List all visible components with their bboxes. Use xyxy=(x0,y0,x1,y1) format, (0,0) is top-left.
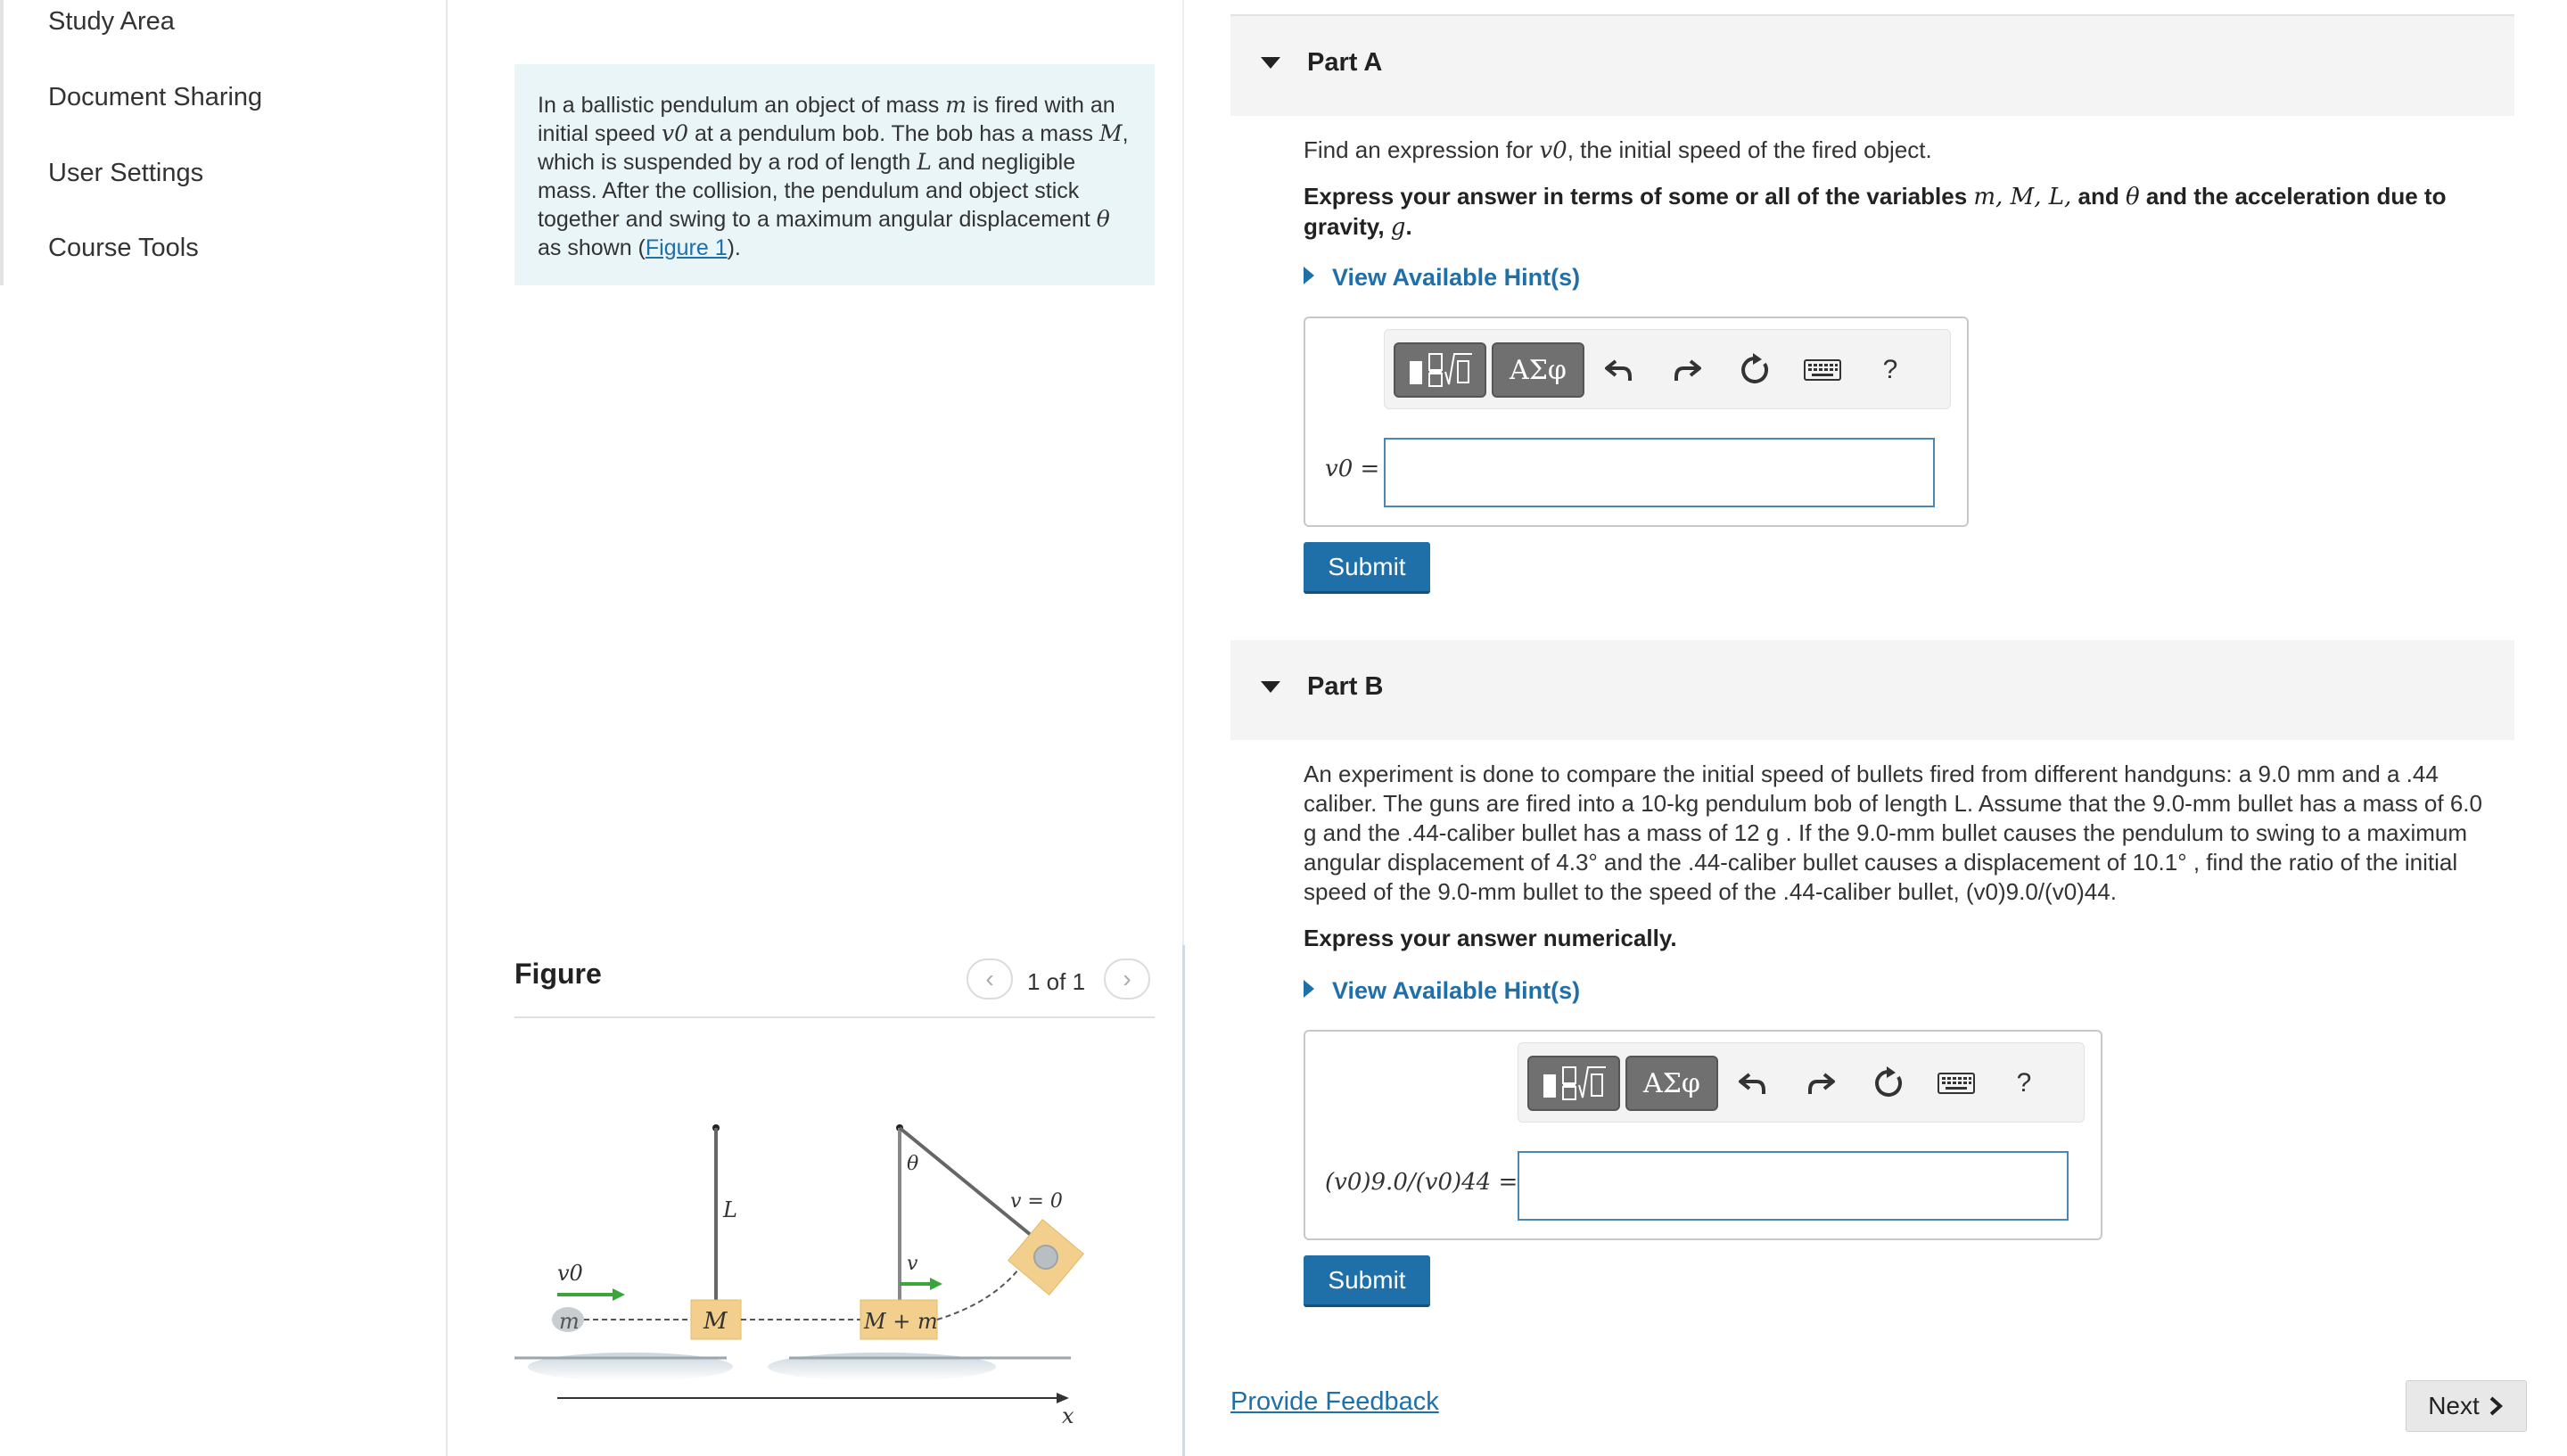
part-a-hint-link[interactable] xyxy=(1304,264,1580,292)
part-b-answer-input[interactable] xyxy=(1518,1151,2069,1221)
reset-icon[interactable] xyxy=(1734,350,1775,391)
part-a-answer-box xyxy=(1304,317,1969,527)
templates-button[interactable] xyxy=(1527,1056,1620,1111)
part-a-question xyxy=(1304,136,2498,166)
var-v0: v0 xyxy=(661,120,689,146)
chevron-left-icon: ‹ xyxy=(985,965,994,992)
figure-prev-button[interactable] xyxy=(967,958,1013,999)
problem-text: at a pendulum bob. The bob has a mass xyxy=(688,121,1099,146)
label-v0: v0 xyxy=(557,1261,583,1286)
instruction-text: and the acceleration due to gravity, xyxy=(1304,183,2447,240)
math-toolbar xyxy=(1518,1042,2085,1123)
var-L: L xyxy=(917,149,932,175)
question-text: , the initial speed of the fired object. xyxy=(1567,136,1932,163)
templates-icon xyxy=(1404,350,1476,390)
instruction-text: and xyxy=(2071,183,2126,210)
x-axis-arrow xyxy=(1057,1393,1069,1403)
undo-icon[interactable] xyxy=(1732,1063,1773,1104)
problem-text: and negligible mass. After the collision, the pendulum and object stick together and swing to a maximum angular displacement xyxy=(538,150,1097,232)
nav-item-course-tools[interactable]: Course Tools xyxy=(48,234,199,262)
problem-text: In a ballistic pendulum an object of mass xyxy=(538,93,946,118)
v-arrowhead xyxy=(930,1278,942,1290)
help-icon[interactable]: ? xyxy=(2016,1068,2032,1098)
hint-label: View Available Hint(s) xyxy=(1332,977,1581,1004)
help-icon[interactable]: ? xyxy=(1882,355,1898,384)
ballistic-pendulum-figure xyxy=(514,1070,1155,1444)
nav-item-study-area[interactable]: Study Area xyxy=(48,7,175,36)
math-toolbar xyxy=(1384,329,1951,409)
var-list: m, M, L, xyxy=(1973,184,2072,210)
instruction-text: . xyxy=(1405,213,1412,240)
hint-label: View Available Hint(s) xyxy=(1332,264,1581,291)
caret-right-icon xyxy=(1304,267,1314,284)
parts-column xyxy=(1230,0,2514,1456)
part-a-instructions xyxy=(1304,182,2498,243)
label-v: v xyxy=(907,1253,918,1275)
undo-icon[interactable] xyxy=(1599,350,1640,391)
instruction-text: Express your answer in terms of some or all of the variables xyxy=(1304,183,1974,210)
part-b-instructions: Express your answer numerically. xyxy=(1304,925,1677,951)
figure-title: Figure xyxy=(514,958,602,990)
var-M: M xyxy=(1098,120,1123,146)
problem-text: as shown ( xyxy=(538,235,646,260)
question-text: Find an expression for xyxy=(1304,136,1540,163)
figure-1-link[interactable]: Figure 1 xyxy=(645,235,728,260)
problem-column xyxy=(449,0,1182,1456)
var-m: m xyxy=(945,92,967,118)
var-theta: θ xyxy=(2125,184,2140,210)
part-b-answer-label: (v0)9.0/(v0)44 = xyxy=(1325,1169,1518,1196)
nav-marker xyxy=(0,0,4,285)
part-b-title: Part B xyxy=(1307,672,1384,701)
left-navigation xyxy=(0,0,448,1456)
label-Mm: M + m xyxy=(864,1309,938,1334)
var-g: g xyxy=(1390,214,1406,241)
var-v0: v0 xyxy=(1539,137,1567,164)
problem-text: , which is suspended by a rod of length xyxy=(538,121,1129,175)
label-theta: θ xyxy=(907,1153,919,1175)
label-x: x xyxy=(1062,1403,1074,1428)
greek-symbols-button[interactable]: ΑΣφ xyxy=(1625,1056,1718,1111)
var-theta: θ xyxy=(1096,206,1110,232)
collapse-triangle-icon xyxy=(1261,681,1280,693)
label-m: m xyxy=(559,1309,580,1334)
swing-path xyxy=(937,1262,1024,1320)
figure-divider xyxy=(514,1016,1155,1018)
part-b-question: An experiment is done to compare the initial speed of bullets fired from different handguns: a 9.0 mm and a .44 caliber. The guns are fired into a 10-kg pendulum bob of length L. Assume that the 9.0-mm bullet has a mass of 6.0 g and the .44-caliber bullet has a mass of 12 g . If the 9.0-mm bullet causes the pendulum to swing to a maximum angular displacement of 4.3° and the .44-caliber bullet causes a displacement of 10.1° , find the ratio of the initial speed of the 9.0-mm bullet to the speed of the .44-caliber bullet, (v0)9.0/(v0)44. xyxy=(1304,761,2482,905)
label-L: L xyxy=(723,1197,737,1222)
column-divider-accent xyxy=(1182,945,1185,1456)
part-a-answer-label: v0 = xyxy=(1325,456,1380,482)
templates-icon xyxy=(1538,1064,1609,1103)
bob-swung xyxy=(1008,1220,1084,1296)
next-label: Next xyxy=(2428,1392,2480,1419)
part-a-answer-input[interactable] xyxy=(1384,438,1935,507)
part-b-hint-link[interactable] xyxy=(1304,977,1580,1005)
figure-pager-count: 1 of 1 xyxy=(1027,968,1086,995)
column-divider xyxy=(1182,0,1184,945)
rod-right-swung xyxy=(900,1128,1036,1239)
caret-right-icon xyxy=(1304,980,1314,998)
keyboard-icon[interactable] xyxy=(1936,1063,1977,1104)
redo-icon[interactable] xyxy=(1666,350,1707,391)
problem-text: ). xyxy=(727,235,741,260)
nav-item-document-sharing[interactable]: Document Sharing xyxy=(48,83,263,111)
provide-feedback-link[interactable]: Provide Feedback xyxy=(1230,1387,1439,1416)
figure-next-button[interactable] xyxy=(1104,958,1150,999)
part-a-submit-button[interactable]: Submit xyxy=(1304,542,1430,594)
label-v-eq-0: v = 0 xyxy=(1010,1190,1063,1213)
reset-icon[interactable] xyxy=(1868,1063,1909,1104)
keyboard-icon[interactable] xyxy=(1802,350,1843,391)
label-M: M xyxy=(703,1308,728,1335)
part-b-answer-box xyxy=(1304,1030,2102,1240)
problem-statement xyxy=(514,64,1155,285)
part-a-title: Part A xyxy=(1307,48,1383,77)
redo-icon[interactable] xyxy=(1800,1063,1841,1104)
part-b-submit-button[interactable]: Submit xyxy=(1304,1255,1430,1307)
nav-item-user-settings[interactable]: User Settings xyxy=(48,159,204,187)
part-a-header[interactable] xyxy=(1230,16,2514,116)
v0-arrowhead xyxy=(613,1288,625,1301)
greek-symbols-button[interactable]: ΑΣφ xyxy=(1492,342,1584,398)
chevron-right-icon xyxy=(2487,1395,2505,1417)
next-button[interactable] xyxy=(2406,1380,2527,1432)
templates-button[interactable] xyxy=(1394,342,1486,398)
problem-text: is fired with an initial speed xyxy=(538,93,1115,146)
collapse-triangle-icon xyxy=(1261,57,1280,69)
part-b-header[interactable] xyxy=(1230,640,2514,740)
chevron-right-icon: › xyxy=(1123,965,1131,992)
